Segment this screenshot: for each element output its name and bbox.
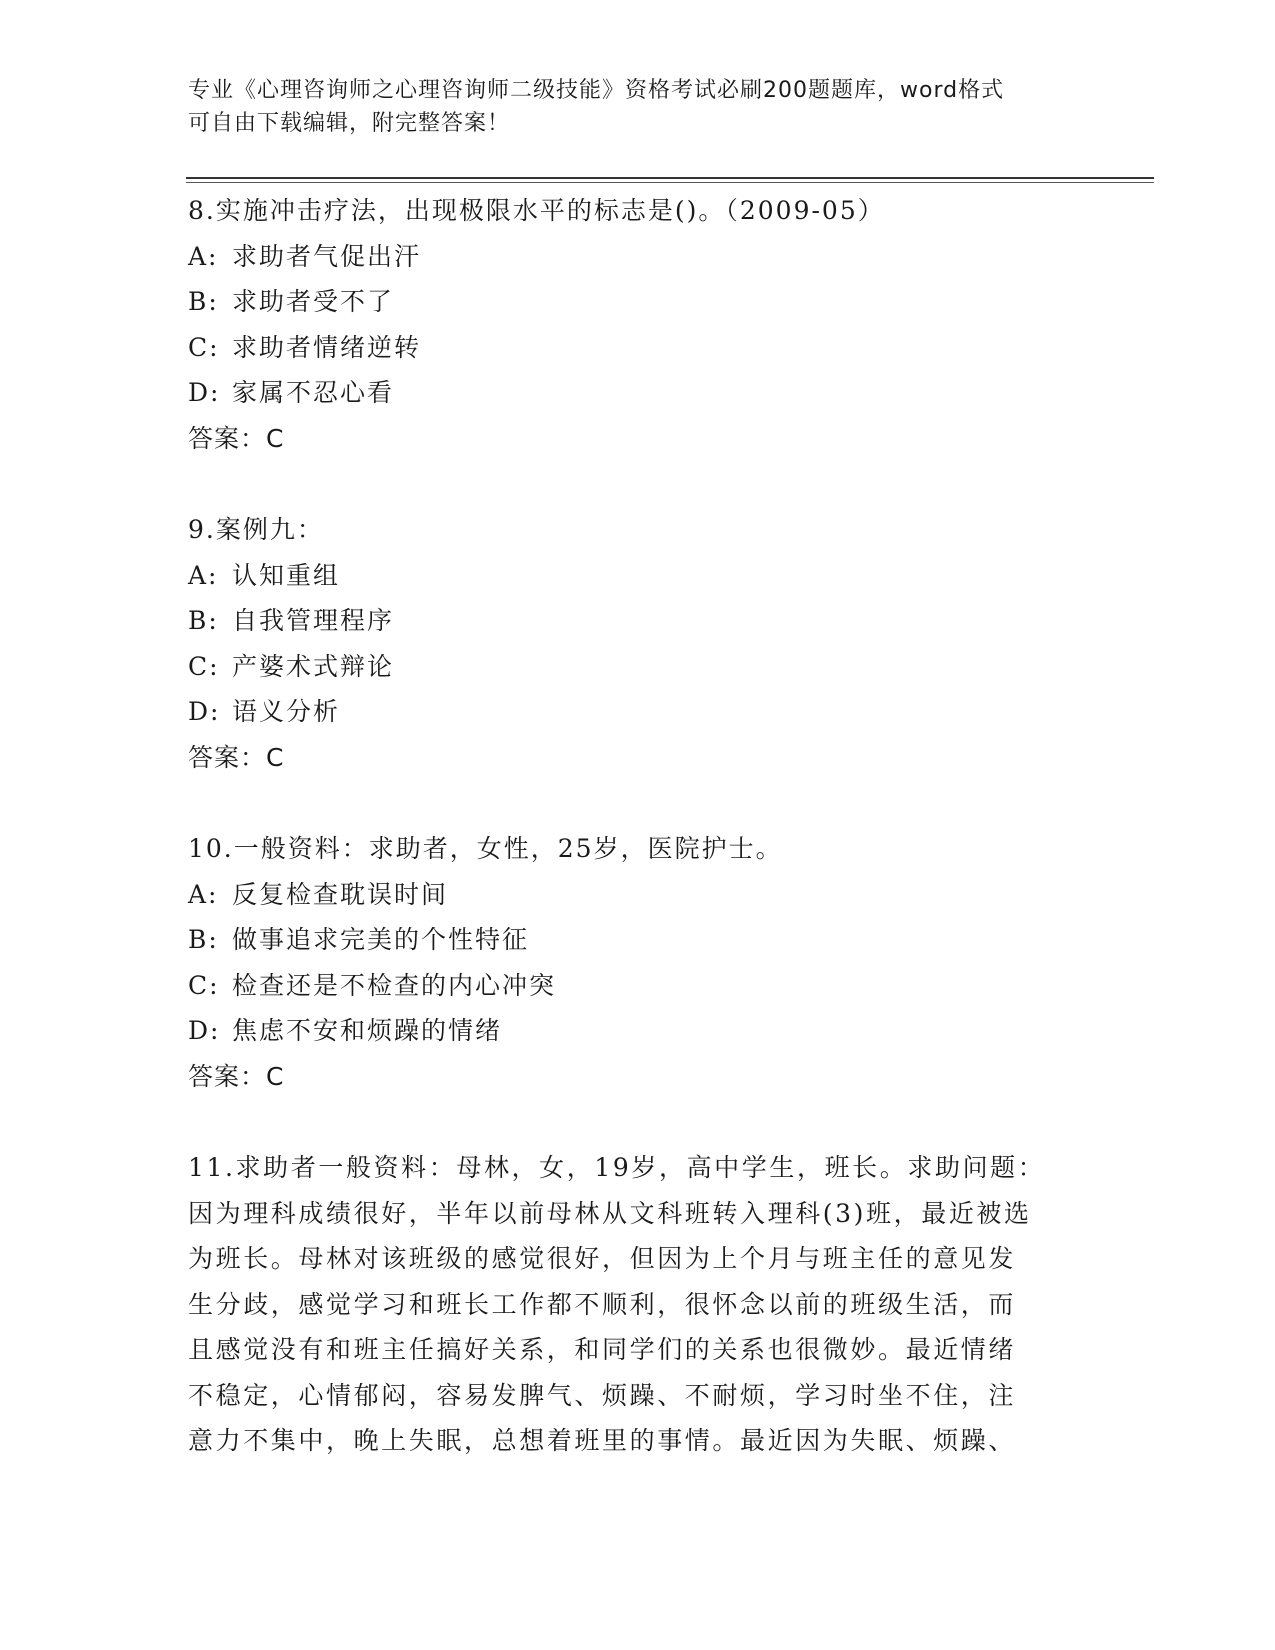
option-letter: B:	[188, 287, 219, 316]
header-divider-thick	[186, 177, 1154, 179]
option-letter: C:	[188, 332, 220, 362]
option-letter: D:	[188, 697, 221, 726]
question-list	[188, 188, 1088, 1464]
option-c	[188, 644, 1088, 690]
option-text: 做事追求完美的个性特征	[232, 925, 530, 954]
case-line: 11.求助者一般资料：母林，女，19岁，高中学生，班长。求助问题：	[188, 1153, 1046, 1182]
option-text: 求助者受不了	[232, 287, 395, 316]
option-letter: D:	[188, 378, 221, 407]
option-d	[188, 689, 1088, 735]
option-text: 求助者气促出汗	[232, 241, 422, 271]
option-a	[188, 872, 1088, 918]
header-line-1: 专业《心理咨询师之心理咨询师二级技能》资格考试必刷200题题库，word格式	[188, 78, 1005, 103]
option-c	[188, 963, 1088, 1009]
option-b	[188, 917, 1088, 963]
option-d	[188, 370, 1088, 416]
question-stem: 8.实施冲击疗法，出现极限水平的标志是()。（2009-05）	[188, 196, 885, 225]
option-text: 反复检查耽误时间	[232, 879, 449, 909]
question-10	[188, 826, 1088, 1099]
header-line-2: 可自由下载编辑，附完整答案！	[188, 111, 511, 136]
option-letter: B:	[188, 606, 219, 635]
option-text: 检查还是不检查的内心冲突	[232, 970, 557, 1000]
option-letter: C:	[188, 651, 220, 681]
option-text: 语义分析	[232, 697, 341, 726]
option-text: 自我管理程序	[232, 606, 395, 635]
option-d	[188, 1008, 1088, 1054]
document-header	[188, 74, 1068, 140]
option-b	[188, 598, 1088, 644]
case-line: 不稳定，心情郁闷，容易发脾气、烦躁、不耐烦，学习时坐不住，注	[188, 1380, 1017, 1410]
option-text: 焦虑不安和烦躁的情绪	[232, 1016, 503, 1045]
option-letter: A:	[188, 560, 219, 590]
header-divider-thin	[186, 182, 1154, 183]
option-letter: D:	[188, 1016, 221, 1045]
option-a	[188, 553, 1088, 599]
option-text: 产婆术式辩论	[232, 651, 395, 681]
case-line: 因为理科成绩很好，半年以前母林从文科班转入理科(3)班，最近被选	[188, 1198, 1032, 1228]
option-letter: A:	[188, 241, 219, 271]
answer-label: 答案：C	[188, 742, 285, 772]
option-a	[188, 234, 1088, 280]
option-text: 家属不忍心看	[232, 378, 395, 407]
question-stem: 10.一般资料：求助者，女性，25岁，医院护士。	[188, 834, 783, 863]
option-b	[188, 279, 1088, 325]
option-c	[188, 325, 1088, 371]
option-text: 认知重组	[232, 560, 341, 590]
option-letter: B:	[188, 925, 219, 954]
question-8	[188, 188, 1088, 461]
question-stem: 9.案例九：	[188, 515, 324, 544]
question-11-case	[188, 1145, 1068, 1464]
answer-label: 答案：C	[188, 1061, 285, 1091]
case-line: 生分歧，感觉学习和班长工作都不顺利，很怀念以前的班级生活，而	[188, 1289, 1017, 1319]
case-line: 为班长。母林对该班级的感觉很好，但因为上个月与班主任的意见发	[188, 1244, 1017, 1273]
answer-label: 答案：C	[188, 423, 285, 453]
option-letter: C:	[188, 970, 220, 1000]
option-letter: A:	[188, 879, 219, 909]
case-line: 意力不集中，晚上失眠，总想着班里的事情。最近因为失眠、烦躁、	[188, 1426, 1017, 1455]
option-text: 求助者情绪逆转	[232, 332, 422, 362]
case-line: 且感觉没有和班主任搞好关系，和同学们的关系也很微妙。最近情绪	[188, 1335, 1017, 1364]
question-9	[188, 507, 1088, 780]
